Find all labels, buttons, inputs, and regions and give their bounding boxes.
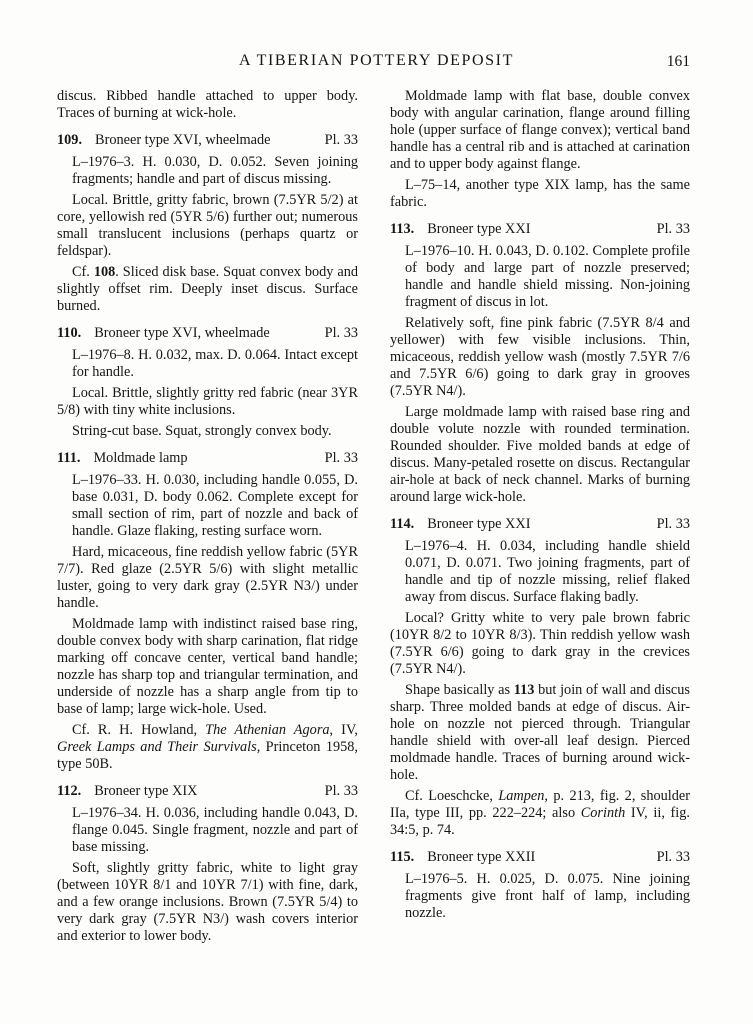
- entry-number: 111.: [57, 450, 81, 466]
- italic-citation-text: Corinth: [580, 805, 626, 821]
- measurements-paragraph: [405, 871, 690, 922]
- column-left: [57, 88, 358, 945]
- body-text: L–1976–5. H. 0.025, D. 0.075. Nine joining fragments give front half of lamp, including nozzle.: [405, 871, 690, 921]
- description-paragraph: [57, 192, 358, 260]
- description-paragraph: [57, 722, 358, 773]
- measurements-paragraph: [72, 347, 358, 381]
- entry-number: 115.: [390, 849, 415, 865]
- entry-title: Broneer type XXI: [427, 516, 531, 532]
- plate-reference: Pl. 33: [656, 221, 690, 237]
- description-paragraph: [57, 544, 358, 612]
- body-text: L–1976–33. H. 0.030, including handle 0.055, D. base 0.031, D. body 0.062. Complete except for small section of rim, part of nozzle and back of handle. Glaze flaking, resting surface worn.: [72, 472, 358, 539]
- entry-title: Broneer type XVI, wheelmade: [95, 132, 271, 148]
- body-text: Hard, micaceous, fine reddish yellow fabric (5YR 7/7). Red glaze (2.5YR 5/6) with slight metallic luster, going to very dark gray (2.5YR N3/) under handle.: [57, 544, 358, 611]
- body-text: Cf. R. H. Howland,: [72, 722, 206, 738]
- description-paragraph: [390, 610, 690, 678]
- body-text: L–75–14, another type XIX lamp, has the same fabric.: [390, 177, 690, 210]
- body-text: L–1976–8. H. 0.032, max. D. 0.064. Intact except for handle.: [72, 347, 358, 380]
- italic-citation-text: The Athenian Agora: [205, 722, 330, 738]
- entry-number: 112.: [57, 783, 82, 799]
- bold-cross-reference: 108: [93, 264, 116, 280]
- body-text: L–1976–10. H. 0.043, D. 0.102. Complete profile of body and large part of nozzle preserved; handle and handle shield missing. Non-joining fragment of discus in lot.: [405, 243, 690, 310]
- description-paragraph: [390, 177, 690, 211]
- body-text: Local. Brittle, gritty fabric, brown (7.5YR 5/2) at core, yellowish red (5YR 5/6) further out; numerous small translucent inclusions (perhaps quartz or feldspar).: [57, 192, 358, 259]
- catalog-entry-heading: [57, 132, 358, 149]
- entry-title: Broneer type XXII: [427, 849, 536, 865]
- entry-title: Broneer type XVI, wheelmade: [94, 325, 270, 341]
- body-text: L–1976–3. H. 0.030, D. 0.052. Seven joining fragments; handle and part of discus missing.: [72, 154, 358, 187]
- measurements-paragraph: [72, 472, 358, 540]
- body-text: discus. Ribbed handle attached to upper body. Traces of burning at wick-hole.: [57, 88, 358, 121]
- body-text: Large moldmade lamp with raised base ring and double volute nozzle with rounded termination. Rounded shoulder. Five molded bands at edge of discus. Many-petaled rosette on discus. Rectangular air-hole at back of neck channel. Marks of burning around large wick-hole.: [390, 404, 690, 505]
- body-text: but join of wall and discus sharp. Three molded bands at edge of discus. Air-hole on nozzle not pierced through. Triangular handle shield with over-all leaf design. Pierced moldmade handle. Traces of burning around wick-hole.: [390, 682, 690, 783]
- entry-number: 109.: [57, 132, 83, 148]
- italic-citation-text: Lampen: [498, 788, 545, 804]
- italic-citation-text: Greek Lamps and Their Survivals: [57, 739, 257, 755]
- measurements-paragraph: [405, 243, 690, 311]
- body-text: Relatively soft, fine pink fabric (7.5YR 8/4 and yellower) with few visible inclusions. Thin, micaceous, reddish yellow wash (mostly 7.5YR 7/6 and 7.5YR 6/6) going to dark gray in grooves (7.5YR N4/).: [390, 315, 690, 399]
- body-text: String-cut base. Squat, strongly convex body.: [72, 423, 332, 439]
- body-text: Local. Brittle, slightly gritty red fabric (near 3YR 5/8) with tiny white inclusions.: [57, 385, 358, 418]
- description-paragraph: [57, 423, 358, 440]
- measurements-paragraph: [72, 805, 358, 856]
- body-text: Local? Gritty white to very pale brown fabric (10YR 8/2 to 10YR 8/3). Thin reddish yellow wash (7.5YR 6/6) going to dark gray in the crevices (7.5YR N4/).: [390, 610, 690, 677]
- body-text: Shape basically as: [405, 682, 514, 698]
- running-head-title: A TIBERIAN POTTERY DEPOSIT: [239, 52, 514, 69]
- body-text: . Sliced disk base. Squat convex body and slightly offset rim. Deeply inset discus. Surface burned.: [57, 264, 358, 314]
- plate-reference: Pl. 33: [656, 516, 690, 532]
- description-paragraph: [390, 88, 690, 173]
- body-text: L–1976–4. H. 0.034, including handle shield 0.071, D. 0.071. Two joining fragments, part of handle and tip of nozzle missing, relief flaked away from discus. Surface flaking badly.: [405, 538, 690, 605]
- catalog-entry-heading: [390, 221, 690, 238]
- description-paragraph: [57, 860, 358, 945]
- body-text: Soft, slightly gritty fabric, white to light gray (between 10YR 8/1 and 10YR 7/1) with fine, dark, and a few orange inclusions. Brown (7.5YR 5/4) to very dark gray (7.5YR N3/) wash covers interior and exterior to lower body.: [57, 860, 358, 944]
- entry-title: Moldmade lamp: [93, 450, 188, 466]
- body-text: IV, ii, fig. 34:5, p. 74.: [390, 805, 690, 838]
- catalog-entry-heading: [390, 516, 690, 533]
- body-text: Moldmade lamp with indistinct raised base ring, double convex body with sharp carination, flat ridge marking off concave center, vertical band handle; nozzle has sharp top and triangular termination, and underside of nozzle has a sharp angle from tip to base of lamp; large wick-hole. Used.: [57, 616, 358, 717]
- measurements-paragraph: [72, 154, 358, 188]
- plate-reference: Pl. 33: [324, 325, 358, 341]
- column-right: [390, 88, 690, 922]
- plate-reference: Pl. 33: [656, 849, 690, 865]
- measurements-paragraph: [405, 538, 690, 606]
- catalog-entry-heading: [57, 450, 358, 467]
- catalog-entry-heading: [57, 325, 358, 342]
- continuation-paragraph: [57, 88, 358, 122]
- body-text: Cf.: [72, 264, 94, 280]
- body-text: , Princeton 1958, type 50B.: [57, 739, 359, 772]
- entry-number: 114.: [390, 516, 415, 532]
- catalog-entry-heading: [390, 849, 690, 866]
- entry-number: 110.: [57, 325, 82, 341]
- page-number: 161: [666, 53, 690, 70]
- entry-title: Broneer type XXI: [427, 221, 531, 237]
- description-paragraph: [57, 264, 358, 315]
- description-paragraph: [390, 682, 690, 784]
- entry-number: 113.: [390, 221, 415, 237]
- description-paragraph: [390, 404, 690, 506]
- body-text: , p. 213, fig. 2, shoulder IIa, type III, pp. 222–224; also: [390, 788, 691, 821]
- description-paragraph: [57, 616, 358, 718]
- body-text: , IV,: [329, 722, 359, 738]
- body-text: L–1976–34. H. 0.036, including handle 0.043, D. flange 0.045. Single fragment, nozzle and part of base missing.: [72, 805, 358, 855]
- description-paragraph: [390, 788, 690, 839]
- entry-title: Broneer type XIX: [94, 783, 198, 799]
- description-paragraph: [390, 315, 690, 400]
- plate-reference: Pl. 33: [324, 132, 358, 148]
- plate-reference: Pl. 33: [324, 783, 358, 799]
- plate-reference: Pl. 33: [324, 450, 358, 466]
- description-paragraph: [57, 385, 358, 419]
- body-text: Cf. Loeschcke,: [405, 788, 499, 804]
- body-text: Moldmade lamp with flat base, double convex body with angular carination, flange around filling hole (upper surface of flange convex); vertical band handle has a central rib and is attached at carination and to upper body against flange.: [390, 88, 690, 172]
- catalog-entry-heading: [57, 783, 358, 800]
- bold-cross-reference: 113: [513, 682, 535, 698]
